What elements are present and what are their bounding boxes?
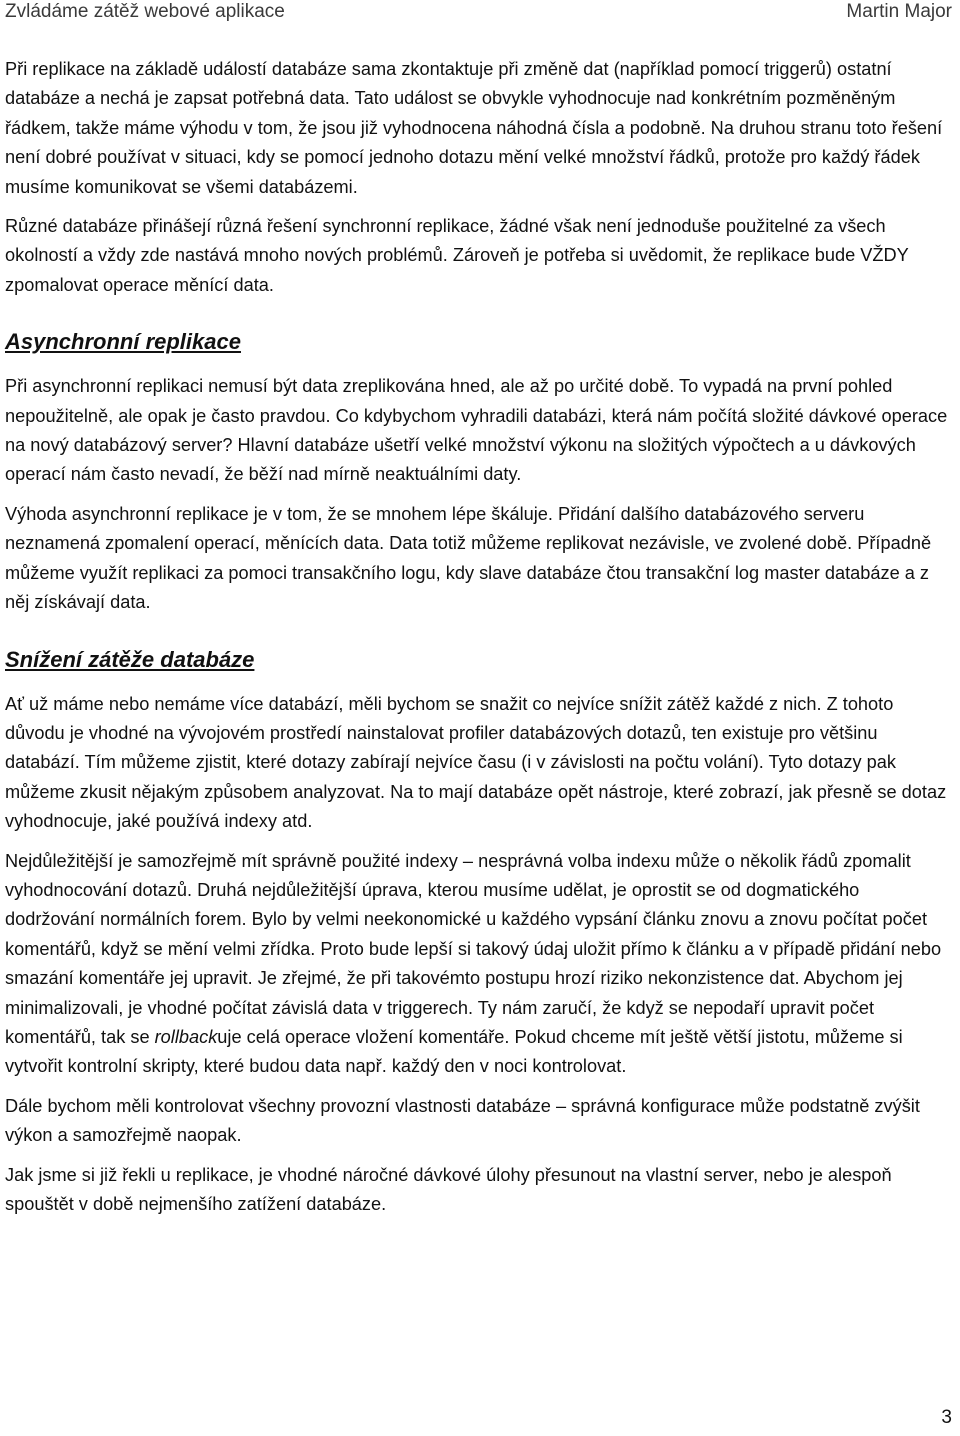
indexes-text-end: uje celá operace vložení komentáře. Pokud chceme mít ještě větší jistotu, můžeme si vytvořit kontrolní skripty, které budou data např. každý den v noci kontrolovat. [5,1026,903,1077]
heading-async-replication: Asynchronní replikace [5,329,241,355]
paragraph-batch-jobs: Jak jsme si již řekli u replikace, je vhodné náročné dávkové úlohy přesunout na vlastní server, nebo je alespoň spouštět v době nejmenšího zatížení databáze. [5,1164,892,1214]
paragraph-async-intro: Při asynchronní replikaci nemusí být data zreplikována hned, ale až po určité době. To vypadá na první pohled nepoužitelně, ale opak je často pravdou. Co kdybychom vyhradili databázi, která nám počítá složité dávkové operace na nový databázový server? Hlavní databáze ušetří velké množství výkonu na složitých výpočtech a u dávkových operací nám často nevadí, že běží nad mírně neaktuálními daty. [5,376,948,485]
paragraph-sync-replication: Různé databáze přinášejí různá řešení synchronní replikace, žádné však není jednoduše použitelné za všech okolností a vždy zde nastává mnoho nových problémů. Zároveň je potřeba si uvědomit, že replikace bude VŽDY zpomalovat operace měnící data. [5,216,909,295]
document-body [5,55,953,1229]
page-number: 3 [941,1407,952,1428]
paragraph-indexes [5,847,953,1082]
indexes-text-start: Nejdůležitější je samozřejmě mít správně použité indexy – nesprávná volba indexu může o několik řádů zpomalit vyhodnocování dotazů. Druhá nejdůležitější úprava, kterou musíme udělat, je oprostit se od dogmatického dodržování normálních forem. Bylo by velmi neekonomické u každého vypsání článku znovu a znovu počítat počet komentářů, když se mění velmi zřídka. Proto bude lepší si takový údaj uložit přímo k článku a v případě přidání nebo smazání komentáře jej upravit. Je zřejmé, že při takovémto postupu hrozí riziko nekonzistence dat. Abychom jej minimalizovali, je vhodné počítat závislá data v triggerech. Ty nám zaručí, že když se nepodaří upravit počet komentářů, tak se [5,850,942,1047]
author-name: Martin Major [846,1,952,22]
heading-reduce-db-load: Snížení zátěže databáze [5,646,255,672]
rollback-term: rollback [154,1026,218,1047]
paragraph-event-replication: Při replikace na základě událostí databáze sama zkontaktuje při změně dat (například pomocí triggerů) ostatní databáze a nechá je zapsat potřebná data. Tato událost se obvykle vyhodnocuje nad konkrétním pozměněným řádkem, takže máme výhodu v tom, že jsou již vyhodnocena náhodná čísla a podobně. Na druhou stranu toto řešení není dobré používat v situaci, kdy se pomocí jednoho dotazu mění velké množství řádků, protože pro každý řádek musíme komunikovat se všemi databázemi. [5,59,943,197]
document-title: Zvládáme zátěž webové aplikace [5,1,285,22]
paragraph-async-advantage: Výhoda asynchronní replikace je v tom, že se mnohem lépe škáluje. Přidání dalšího databázového serveru neznamená zpomalení operací, měnících data. Data totiž můžeme replikovat nezávisle, ve zvolené době. Případně můžeme využít replikaci za pomoci transakčního logu, kdy slave databáze čtou transakční log master databáze a z něj získávají data. [5,503,932,613]
paragraph-configuration: Dále bychom měli kontrolovat všechny provozní vlastnosti databáze – správná konfigurace může podstatně zvýšit výkon a samozřejmě naopak. [5,1095,920,1146]
paragraph-profiler: Ať už máme nebo nemáme více databází, měli bychom se snažit co nejvíce snížit zátěž každé z nich. Z tohoto důvodu je vhodné na vývojovém prostředí nainstalovat profiler databázových dotazů, ten existuje pro většinu databází. Tím můžeme zjistit, které dotazy zabírají nejvíce času (i v závislosti na počtu volání). Tyto dotazy pak můžeme zkusit nějakým způsobem analyzovat. Na to mají databáze opět nástroje, které zobrazí, jak přesně se dotaz vyhodnocuje, jaké používá indexy atd. [5,693,947,832]
page-header [5,0,952,26]
